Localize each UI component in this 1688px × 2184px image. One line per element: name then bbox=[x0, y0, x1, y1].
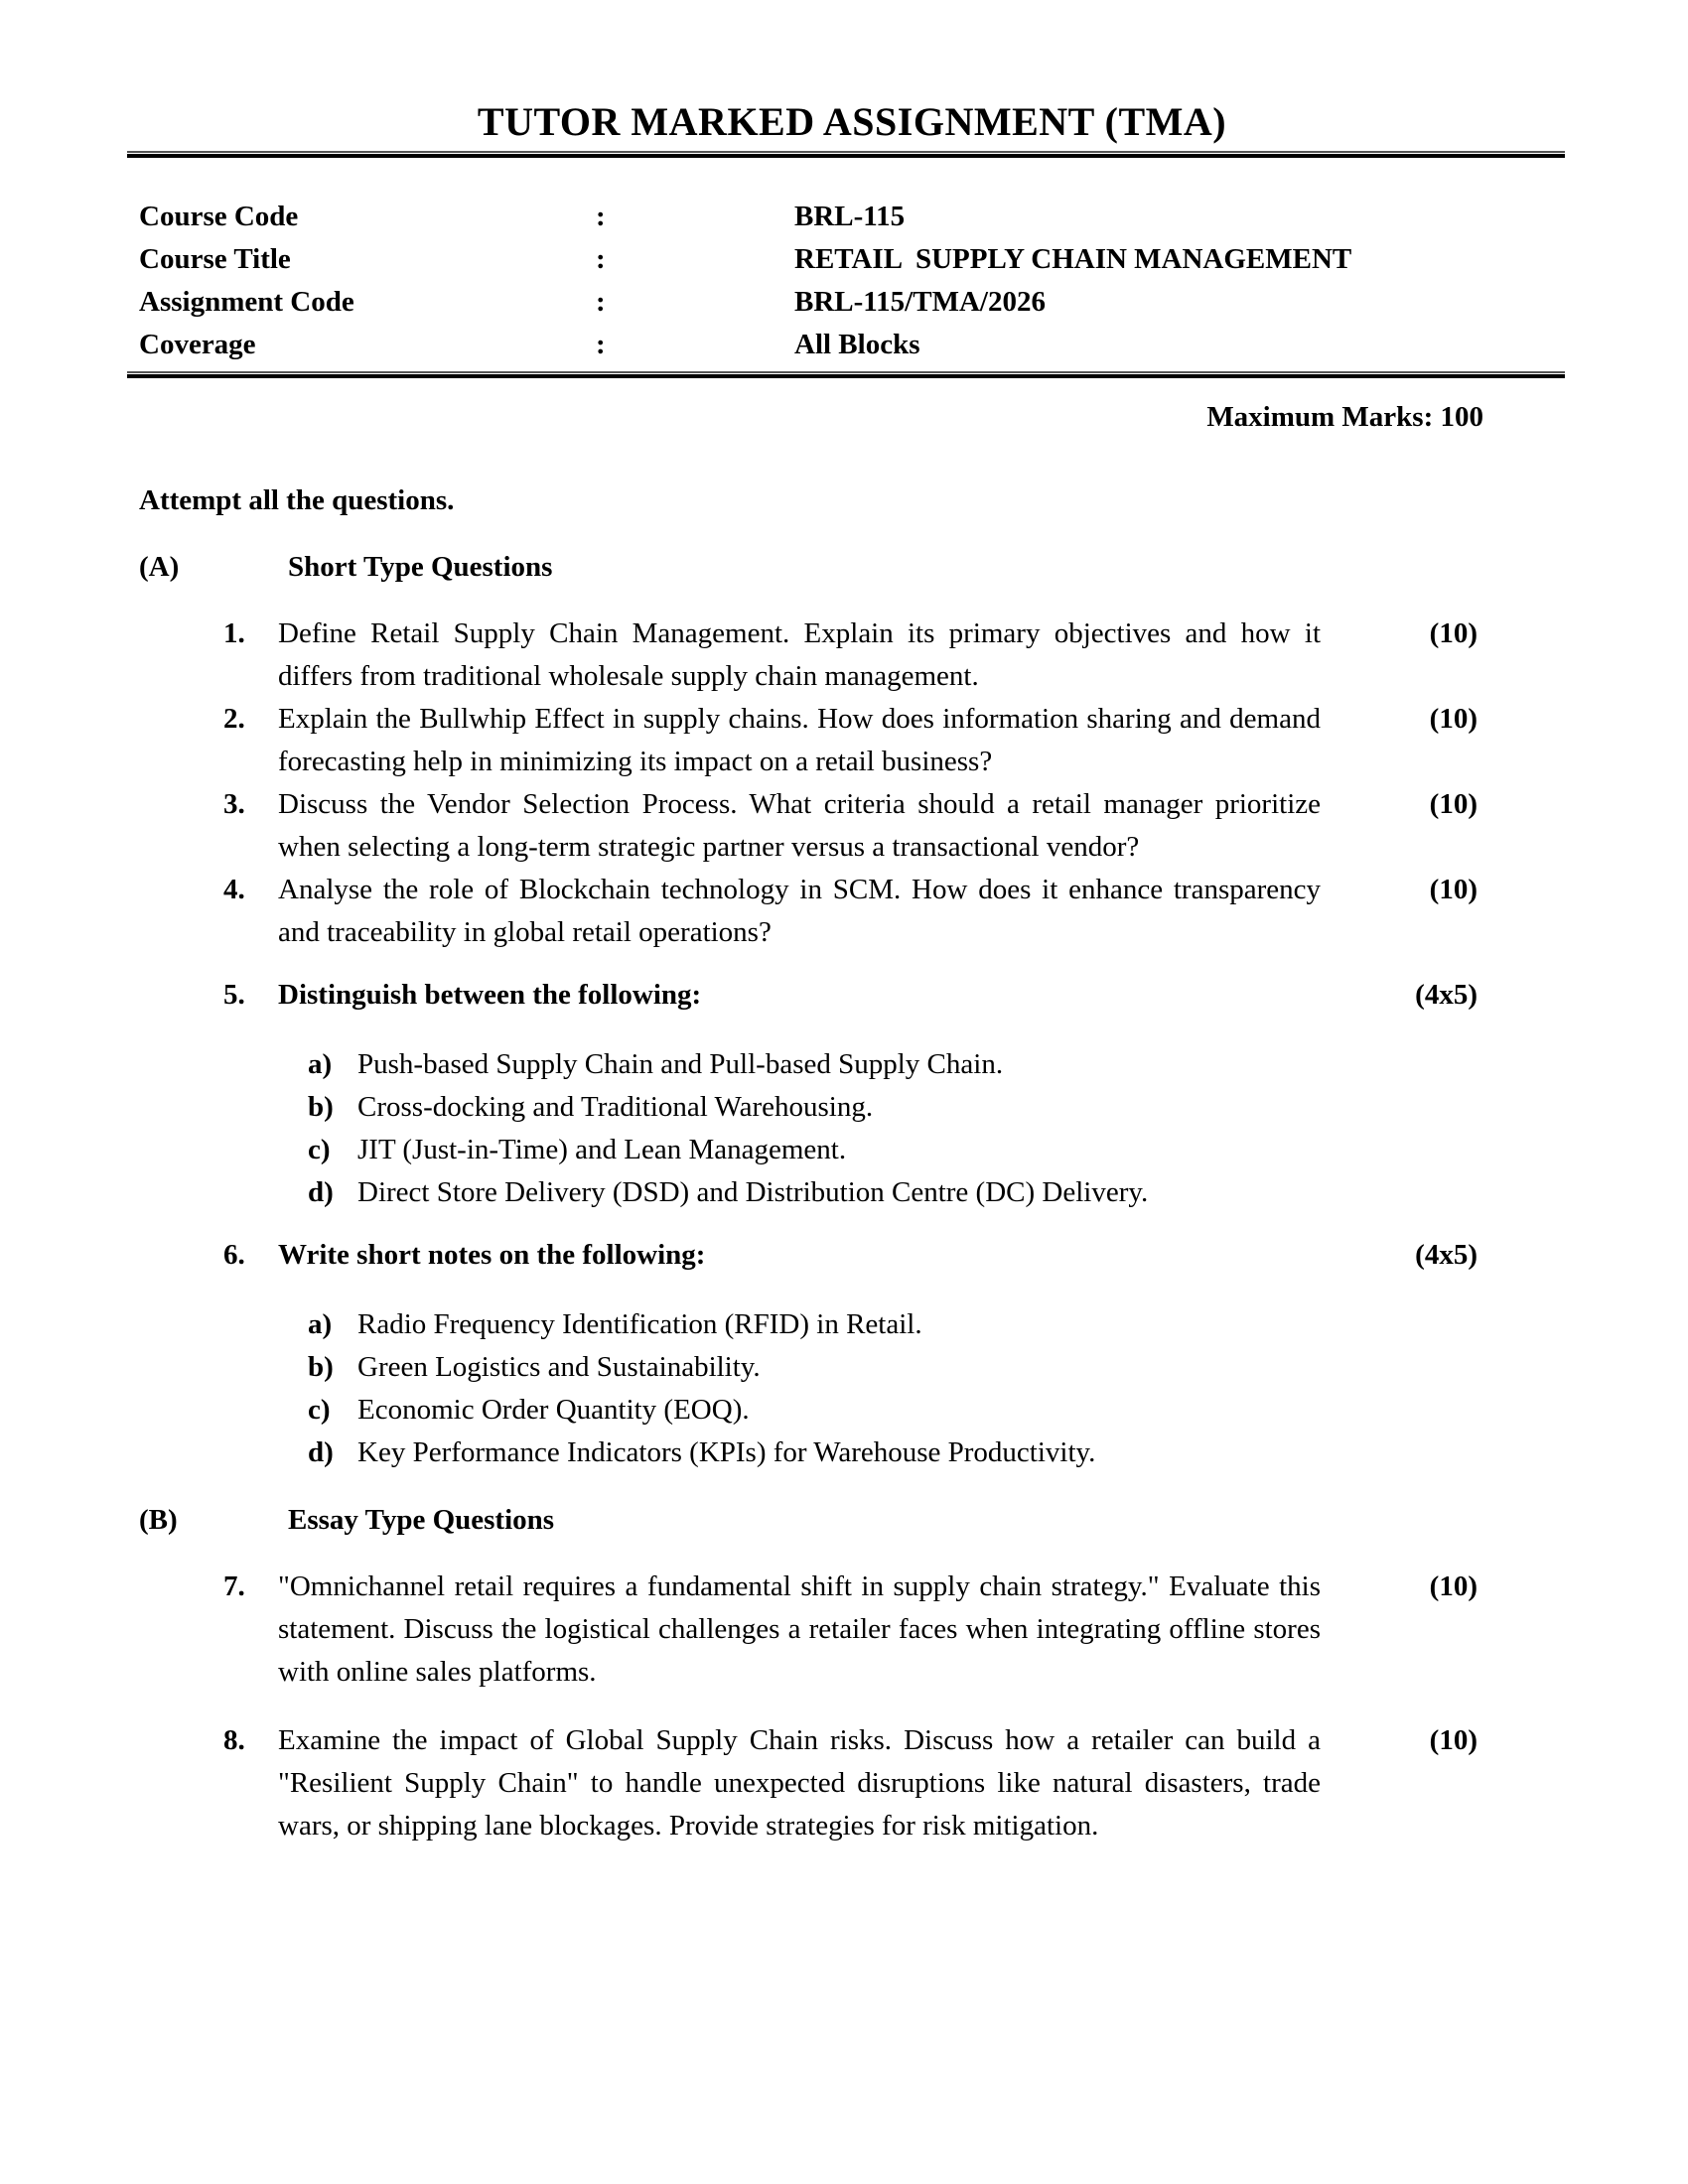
section-heading bbox=[139, 1499, 1565, 1542]
question-marks: (10) bbox=[1429, 1724, 1477, 1756]
section-heading bbox=[139, 546, 1565, 589]
course-info-label: Assignment Code bbox=[139, 286, 354, 318]
question-text: Discuss the Vendor Selection Process. What criteria should a retail manager prioritize when selecting a long-term strategic partner versus a transactional vendor? bbox=[278, 788, 1321, 863]
question-marks: (10) bbox=[1429, 1570, 1477, 1602]
course-info-label: Course Title bbox=[139, 243, 291, 275]
question-marks: (10) bbox=[1429, 788, 1477, 820]
section-title: Short Type Questions bbox=[288, 551, 553, 583]
sub-item-letter: d) bbox=[308, 1436, 334, 1468]
sub-item-list bbox=[139, 1043, 1565, 1214]
course-info-row bbox=[139, 196, 1565, 238]
question-row bbox=[223, 974, 1565, 1017]
question-text: Explain the Bullwhip Effect in supply chains. How does information sharing and demand forecasting help in minimizing its impact on a retail business? bbox=[278, 703, 1321, 777]
sub-item-text: Push-based Supply Chain and Pull-based Supply Chain. bbox=[357, 1048, 1004, 1080]
sub-item-letter: a) bbox=[308, 1308, 333, 1340]
question-number: 3. bbox=[223, 788, 245, 820]
course-info-row bbox=[139, 238, 1565, 281]
course-info-label: Course Code bbox=[139, 201, 299, 232]
question-row bbox=[223, 869, 1565, 954]
sub-item-letter: c) bbox=[308, 1134, 331, 1165]
question-number: 5. bbox=[223, 979, 245, 1011]
question-text: Define Retail Supply Chain Management. Explain its primary objectives and how it differs from traditional wholesale supply chain management. bbox=[278, 617, 1321, 692]
question-number: 6. bbox=[223, 1239, 245, 1271]
divider-thick-line bbox=[127, 154, 1565, 158]
question-marks: (4x5) bbox=[1415, 1239, 1477, 1271]
sub-item-letter: b) bbox=[308, 1351, 334, 1383]
course-info-row bbox=[139, 324, 1565, 366]
question-row bbox=[223, 698, 1565, 783]
course-info-label: Coverage bbox=[139, 329, 256, 360]
sub-item-text: Economic Order Quantity (EOQ). bbox=[357, 1394, 750, 1426]
sub-item bbox=[308, 1346, 1565, 1389]
sub-item bbox=[308, 1389, 1565, 1432]
sub-item-letter: a) bbox=[308, 1048, 333, 1080]
question-number: 1. bbox=[223, 617, 245, 649]
question-text: "Omnichannel retail requires a fundamental shift in supply chain strategy." Evaluate this statement. Discuss the logistical challenges a retailer faces when integrating offline stores with online sales platforms. bbox=[278, 1570, 1321, 1688]
sub-item-letter: b) bbox=[308, 1091, 334, 1123]
question-row bbox=[223, 1234, 1565, 1277]
header-divider bbox=[127, 371, 1565, 378]
question-text: Distinguish between the following: bbox=[278, 979, 702, 1011]
course-info-value: BRL-115 bbox=[794, 201, 906, 232]
sub-item bbox=[308, 1171, 1565, 1214]
question-number: 8. bbox=[223, 1724, 245, 1756]
course-info-colon: : bbox=[596, 286, 606, 318]
sub-item-letter: d) bbox=[308, 1176, 334, 1208]
section-title: Essay Type Questions bbox=[288, 1504, 555, 1536]
question-marks: (10) bbox=[1429, 703, 1477, 735]
sub-item bbox=[308, 1129, 1565, 1171]
sub-item-list bbox=[139, 1303, 1565, 1474]
course-info-value: All Blocks bbox=[794, 329, 920, 360]
course-info-value: RETAIL SUPPLY CHAIN MANAGEMENT bbox=[794, 243, 1352, 275]
question-list bbox=[139, 1566, 1565, 1847]
top-divider bbox=[127, 151, 1565, 158]
max-marks-label: Maximum Marks: 100 bbox=[1206, 401, 1483, 433]
question-number: 4. bbox=[223, 874, 245, 905]
question-row bbox=[223, 1719, 1565, 1847]
section-label: (A) bbox=[139, 551, 180, 583]
section-label: (B) bbox=[139, 1504, 178, 1536]
question-row bbox=[223, 1566, 1565, 1694]
question-text: Analyse the role of Blockchain technology in SCM. How does it enhance transparency and traceability in global retail operations? bbox=[278, 874, 1321, 948]
question-row bbox=[223, 783, 1565, 869]
divider-thin-line bbox=[127, 151, 1565, 153]
course-info-colon: : bbox=[596, 329, 606, 360]
sub-item bbox=[308, 1043, 1565, 1086]
question-text: Write short notes on the following: bbox=[278, 1239, 706, 1271]
section-a bbox=[139, 546, 1565, 1474]
sub-item bbox=[308, 1432, 1565, 1474]
sub-item-letter: c) bbox=[308, 1394, 331, 1426]
sub-item bbox=[308, 1303, 1565, 1346]
question-marks: (10) bbox=[1429, 874, 1477, 905]
question-marks: (10) bbox=[1429, 617, 1477, 649]
divider-thin-line bbox=[127, 371, 1565, 373]
course-info-table bbox=[139, 196, 1565, 366]
sub-item-text: Key Performance Indicators (KPIs) for Warehouse Productivity. bbox=[357, 1436, 1096, 1468]
section-b bbox=[139, 1499, 1565, 1847]
divider-thick-line bbox=[127, 374, 1565, 378]
question-number: 2. bbox=[223, 703, 245, 735]
sub-item-text: Radio Frequency Identification (RFID) in Retail. bbox=[357, 1308, 922, 1340]
sub-item-text: JIT (Just-in-Time) and Lean Management. bbox=[357, 1134, 847, 1165]
instruction-text: Attempt all the questions. bbox=[139, 484, 455, 516]
question-marks: (4x5) bbox=[1415, 979, 1477, 1011]
question-row bbox=[223, 613, 1565, 698]
sub-item bbox=[308, 1086, 1565, 1129]
course-info-value: BRL-115/TMA/2026 bbox=[794, 286, 1046, 318]
document-title: TUTOR MARKED ASSIGNMENT (TMA) bbox=[477, 99, 1227, 144]
course-info-colon: : bbox=[596, 243, 606, 275]
question-sections bbox=[139, 546, 1565, 1847]
sub-item-text: Green Logistics and Sustainability. bbox=[357, 1351, 761, 1383]
course-info-row bbox=[139, 281, 1565, 324]
question-text: Examine the impact of Global Supply Chain risks. Discuss how a retailer can build a "Resilient Supply Chain" to handle unexpected disruptions like natural disasters, trade wars, or shipping lane blockages. Provide strategies for risk mitigation. bbox=[278, 1724, 1321, 1842]
course-info-colon: : bbox=[596, 201, 606, 232]
sub-item-text: Cross-docking and Traditional Warehousing. bbox=[357, 1091, 874, 1123]
question-number: 7. bbox=[223, 1570, 245, 1602]
sub-item-text: Direct Store Delivery (DSD) and Distribution Centre (DC) Delivery. bbox=[357, 1176, 1149, 1208]
question-list bbox=[139, 613, 1565, 1474]
